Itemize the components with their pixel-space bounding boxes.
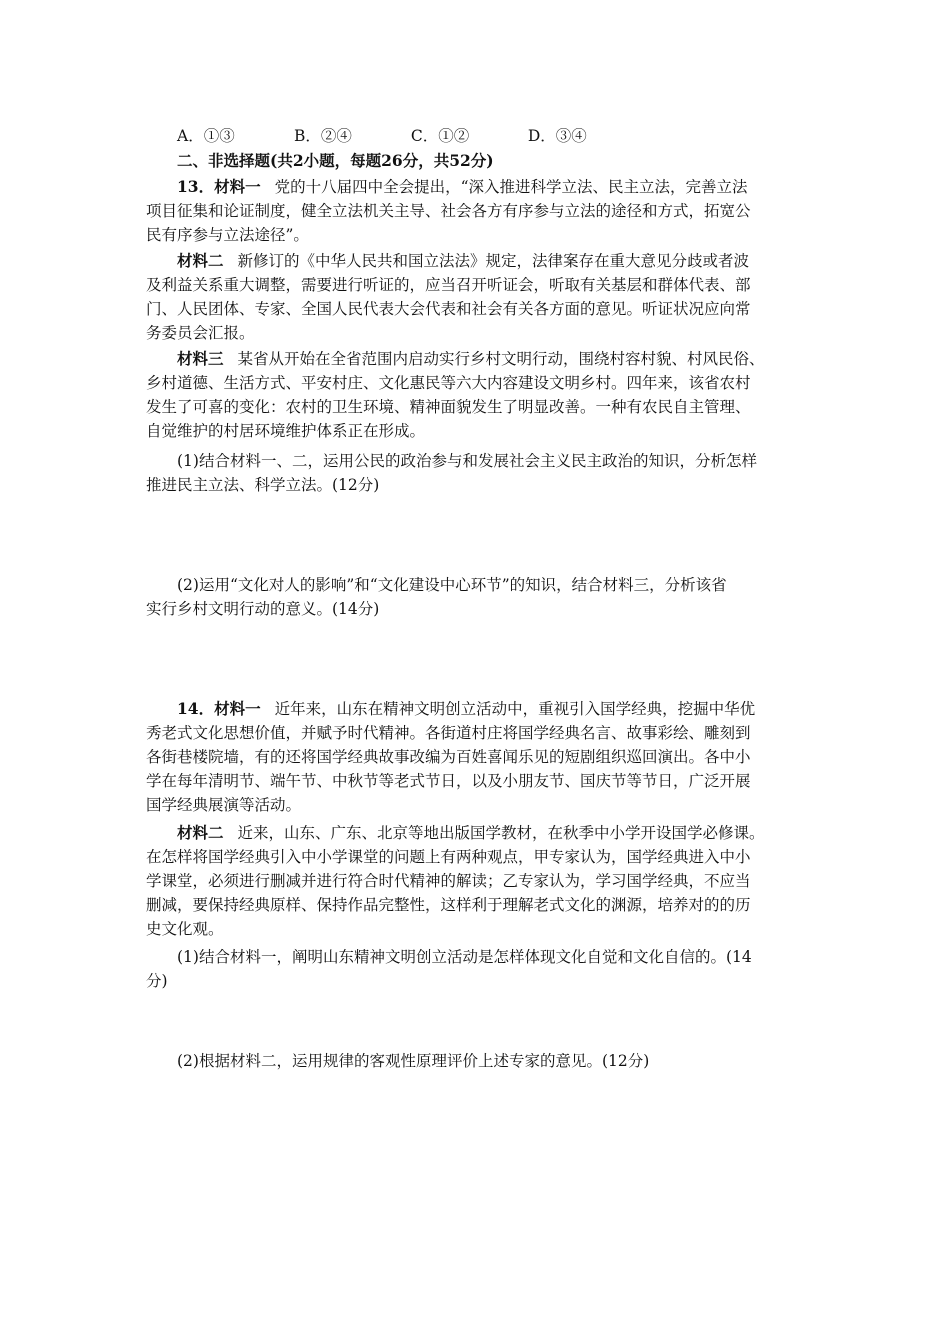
q14-m2-line4: 删减，要保持经典原样、保持作品完整性，这样利于理解老式文化的渊源，培养对的的历: [146, 896, 751, 914]
q13-material3-line1: [177, 347, 808, 371]
q14-material2-line1: [177, 821, 808, 845]
option-a: A．①③: [177, 127, 235, 145]
q13-m1-line2: 项目征集和论证制度，健全立法机关主导、社会各方有序参与立法的途径和方式，拓宽公: [146, 202, 751, 220]
q13-sub2-line1: (2)运用“文化对人的影响”和“文化建设中心环节”的知识，结合材料三，分析该省: [177, 576, 727, 594]
q14-m2-text: 近来，山东、广东、北京等地出版国学教材，在秋季中小学开设国学必修课。: [237, 824, 765, 842]
q13-sub2-line2: 实行乡村文明行动的意义。(14分): [146, 600, 380, 618]
q14-m1-line4: 学在每年清明节、端午节、中秋节等老式节日，以及小朋友节、国庆节等节日，广泛开展: [146, 772, 751, 790]
q14-material1-line1: [177, 697, 808, 721]
q14-sub2-line1: (2)根据材料二，运用规律的客观性原理评价上述专家的意见。(12分): [177, 1052, 650, 1070]
q14-label2: 材料二: [177, 823, 224, 842]
q13-m2-line3: 门、人民团体、专家、全国人民代表大会代表和社会有关各方面的意见。听证状况应向常: [146, 300, 751, 318]
q13-m1-text: 党的十八届四中全会提出，“深入推进科学立法、民主立法，完善立法: [274, 178, 748, 196]
q13-m1-line3: 民有序参与立法途径”。: [146, 226, 309, 244]
q13-m2-line4: 务委员会汇报。: [146, 324, 255, 342]
q14-m1-text: 近年来，山东在精神文明创立活动中，重视引入国学经典，挖掘中华优: [274, 700, 756, 718]
q13-sub1-line1: (1)结合材料一、二，运用公民的政治参与和发展社会主义民主政治的知识，分析怎样: [177, 452, 757, 470]
q14-m1-line3: 各街巷楼院墙，有的还将国学经典故事改编为百姓喜闻乐见的短剧组织巡回演出。各中小: [146, 748, 751, 766]
q14-sub1-line2: 分): [146, 972, 168, 990]
q13-material2-line1: [177, 249, 808, 273]
q14-m2-line2: 在怎样将国学经典引入中小学课堂的问题上有两种观点，甲专家认为，国学经典进入中小: [146, 848, 751, 866]
q14-m2-line5: 史文化观。: [146, 920, 224, 938]
section-title: 二、非选择题(共2小题，每题26分，共52分): [177, 151, 494, 170]
q13-label3: 材料三: [177, 349, 224, 368]
q13-sub1-line2: 推进民主立法、科学立法。(12分): [146, 476, 380, 494]
q14-m2-line3: 学课堂，必须进行删减并进行符合时代精神的解读；乙专家认为，学习国学经典，不应当: [146, 872, 751, 890]
q14-m1-line5: 国学经典展演等活动。: [146, 796, 302, 814]
q13-label2: 材料二: [177, 251, 224, 270]
q14-sub1-line1: (1)结合材料一，阐明山东精神文明创立活动是怎样体现文化自觉和文化自信的。(14: [177, 948, 752, 966]
q13-m2-text: 新修订的《中华人民共和国立法法》规定，法律案存在重大意见分歧或者波: [237, 252, 750, 270]
q14-m1-line2: 秀老式文化思想价值，并赋予时代精神。各街道村庄将国学经典名言、故事彩绘、雕刻到: [146, 724, 751, 742]
answer-options: [177, 124, 640, 148]
option-d: D．③④: [527, 127, 587, 145]
option-c: C．①②: [410, 127, 470, 145]
q13-m2-line2: 及利益关系重大调整，需要进行听证的，应当召开听证会，听取有关基层和群体代表、部: [146, 276, 751, 294]
q13-m3-line2: 乡村道德、生活方式、平安村庄、文化惠民等六大内容建设文明乡村。四年来，该省农村: [146, 374, 751, 392]
q14-label1: 材料一: [214, 699, 261, 718]
q13-label1: 材料一: [214, 177, 261, 196]
q13-number: 13．: [177, 177, 215, 196]
q13-m3-line4: 自觉维护的村居环境维护体系正在形成。: [146, 422, 426, 440]
option-b: B．②④: [293, 127, 352, 145]
q13-material1-line1: [177, 175, 808, 199]
q13-m3-text: 某省从开始在全省范围内启动实行乡村文明行动，围绕村容村貌、村风民俗、: [237, 350, 765, 368]
q14-number: 14．: [177, 699, 215, 718]
q13-m3-line3: 发生了可喜的变化：农村的卫生环境、精神面貌发生了明显改善。一种有农民自主管理、: [146, 398, 751, 416]
